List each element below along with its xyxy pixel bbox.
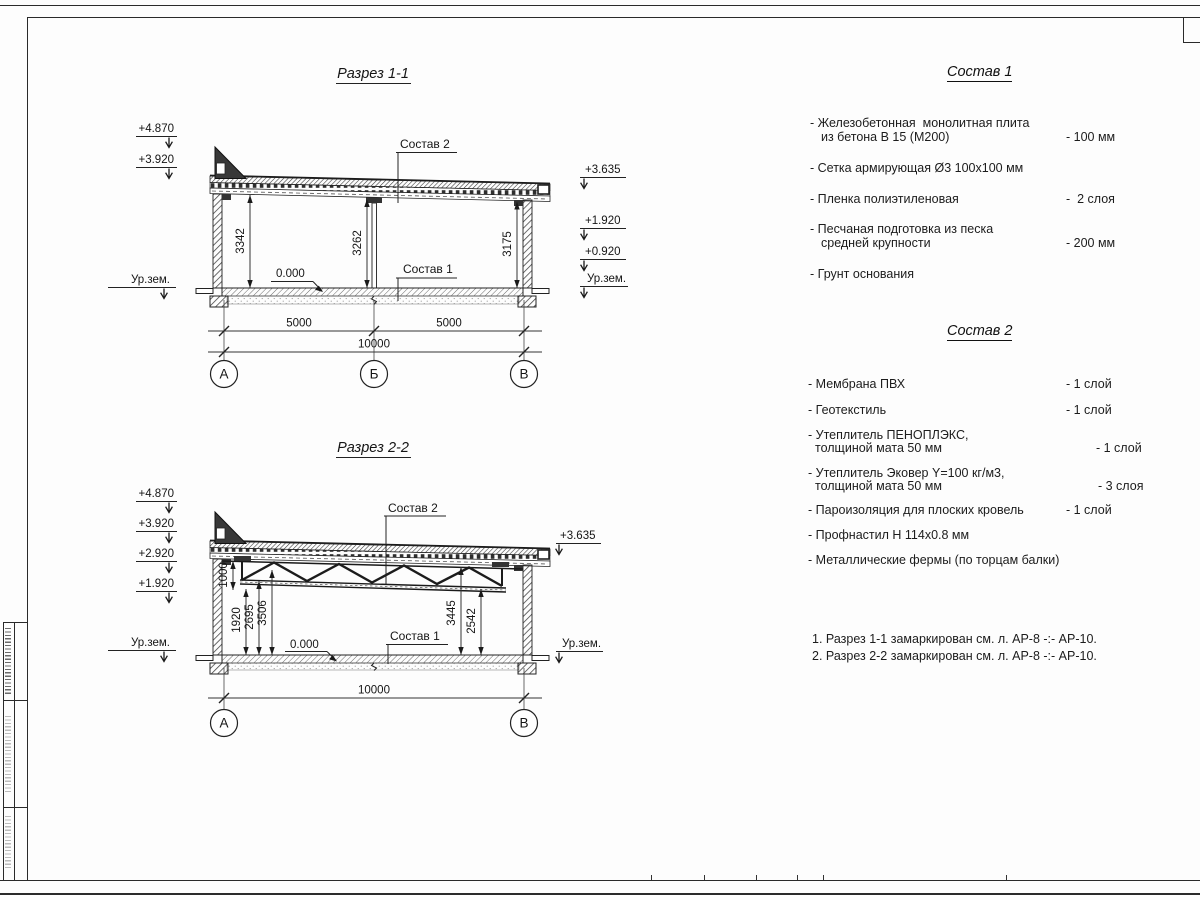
spec1-item-line: - Грунт основания	[810, 267, 915, 281]
spec1-item-line: - Пленка полиэтиленовая	[810, 192, 959, 206]
section-2-2-elevations-right	[556, 530, 603, 663]
wall-right	[523, 565, 532, 655]
column-capital	[366, 198, 382, 204]
spec2-item-qty: - 1 слой	[1066, 377, 1112, 391]
section-2-2-height-dims	[218, 561, 484, 655]
elevation-mark: +1.920	[585, 215, 621, 227]
spec1-item-qty: - 200 мм	[1066, 236, 1116, 250]
ground-level-label: Ур.зем.	[587, 273, 627, 285]
elevation-mark: +3.635	[560, 530, 596, 542]
wall-cap-right	[514, 565, 523, 571]
ground-level-label: Ур.зем.	[130, 637, 170, 649]
spec1-title: Состав 1	[947, 64, 1013, 80]
axis-letter: В	[519, 366, 529, 382]
dim-3262: 3262	[352, 230, 364, 256]
apron-right	[532, 656, 549, 661]
wall-right	[523, 200, 532, 288]
elevation-mark: +3.635	[585, 164, 621, 176]
section-1-1-title: Разрез 1-1	[337, 66, 409, 82]
floor-slab	[222, 655, 523, 663]
spec2-item-qty: - 1 слой	[1066, 403, 1112, 417]
section-1-1-span-dims	[208, 300, 542, 388]
spec2-item-line: - Мембрана ПВХ	[808, 377, 906, 391]
section-2-2-title: Разрез 2-2	[337, 440, 409, 456]
elevation-mark: +2.920	[138, 548, 174, 560]
spec1-item-line: - Песчаная подготовка из песка	[810, 222, 994, 236]
dim-3445: 3445	[446, 600, 458, 626]
callout-sostav-2: Состав 2	[388, 501, 438, 515]
callout-sostav-2: Состав 2	[400, 137, 450, 151]
elevation-mark: +0.920	[585, 246, 621, 258]
spec2-item-line: толщиной мата 50 мм	[815, 441, 942, 455]
spec1-item-line: средней крупности	[821, 236, 931, 250]
wall-cap-left	[222, 194, 231, 200]
elevation-mark: +3.920	[138, 518, 174, 530]
spec1-item-line: из бетона В 15 (М200)	[821, 130, 950, 144]
foundation-left	[210, 296, 228, 307]
column	[372, 203, 377, 288]
section-2-2-span-dims	[208, 668, 542, 737]
apron-left	[196, 656, 213, 661]
ground-level-label: Ур.зем.	[562, 638, 602, 650]
foundation-right	[518, 663, 536, 674]
foundation-right	[518, 296, 536, 307]
axis-letter: В	[519, 715, 529, 731]
floor-slab	[222, 288, 523, 296]
elevation-mark: +4.870	[138, 123, 174, 135]
apron-left	[196, 289, 213, 294]
spec2-item-line: - Профнастил Н 114х0.8 мм	[808, 528, 970, 542]
zero-level-mark: 0.000	[290, 639, 319, 651]
axis-letter: Б	[369, 366, 379, 382]
elevation-mark: +3.920	[138, 154, 174, 166]
foundation-left	[210, 663, 228, 674]
spec2-item-line: - Утеплитель ПЕНОПЛЭКС,	[808, 428, 969, 442]
section-1-1	[108, 66, 628, 388]
spec1-item-line: - Железобетонная монолитная плита	[810, 116, 1030, 130]
roof-end-cap	[538, 550, 549, 559]
spec2-item-line: - Пароизоляция для плоских кровель	[808, 503, 1024, 517]
spec2-item-qty: - 1 слой	[1066, 503, 1112, 517]
spec1-item-qty: - 2 слоя	[1066, 192, 1115, 206]
note-line-2: 2. Разрез 2-2 замаркирован см. л. АР-8 -:- АР-10.	[812, 649, 1097, 663]
spec2-title: Состав 2	[947, 323, 1013, 339]
spec2-item-qty: - 1 слой	[1096, 441, 1142, 455]
zero-level-mark: 0.000	[276, 268, 305, 280]
dim-3342: 3342	[235, 228, 247, 254]
dim-2695: 2695	[244, 604, 256, 630]
spec2-item-line: толщиной мата 50 мм	[815, 479, 942, 493]
spec1-item-line: - Сетка армирующая Ø3 100х100 мм	[810, 161, 1024, 175]
section-1-1-callouts	[271, 137, 457, 301]
dim-1000: 1000	[218, 562, 230, 588]
section-2-2-building	[196, 512, 550, 674]
axis-letter: А	[219, 366, 229, 382]
spec1-item-qty: - 100 мм	[1066, 130, 1116, 144]
axis-letter: А	[219, 715, 229, 731]
dim-1920: 1920	[231, 607, 243, 633]
spec2-item-line: - Металлические фермы (по торцам балки)	[808, 553, 1060, 567]
elevation-mark: +4.870	[138, 488, 174, 500]
callout-sostav-1: Состав 1	[390, 629, 440, 643]
spec2-item-qty: - 3 слоя	[1098, 479, 1144, 493]
elevation-mark: +1.920	[138, 578, 174, 590]
parapet-notch	[217, 163, 226, 174]
ground-level-label: Ур.зем.	[130, 274, 170, 286]
section-2-2	[108, 440, 603, 737]
wall-left	[213, 194, 222, 288]
section-1-1-elevations-left	[108, 123, 177, 299]
parapet-notch	[217, 528, 226, 539]
spec2-item-line: - Утеплитель Эковер Y=100 кг/м3,	[808, 466, 1005, 480]
roof-end-cap	[538, 185, 549, 194]
callout-sostav-1: Состав 1	[403, 262, 453, 276]
dim-2542: 2542	[466, 608, 478, 634]
spec2-item-line: - Геотекстиль	[808, 403, 887, 417]
dim-5000-right: 5000	[436, 317, 462, 330]
dim-5000-left: 5000	[286, 317, 312, 330]
dim-10000: 10000	[358, 684, 390, 697]
dim-3506: 3506	[257, 600, 269, 626]
section-2-2-elevations-left	[108, 488, 177, 662]
dim-3175: 3175	[502, 231, 514, 257]
wall-cap-right	[514, 200, 523, 206]
section-1-1-elevations-right	[580, 164, 628, 298]
dim-10000: 10000	[358, 338, 390, 351]
note-line-1: 1. Разрез 1-1 замаркирован см. л. АР-8 -:- АР-10.	[812, 632, 1097, 646]
apron-right	[532, 289, 549, 294]
